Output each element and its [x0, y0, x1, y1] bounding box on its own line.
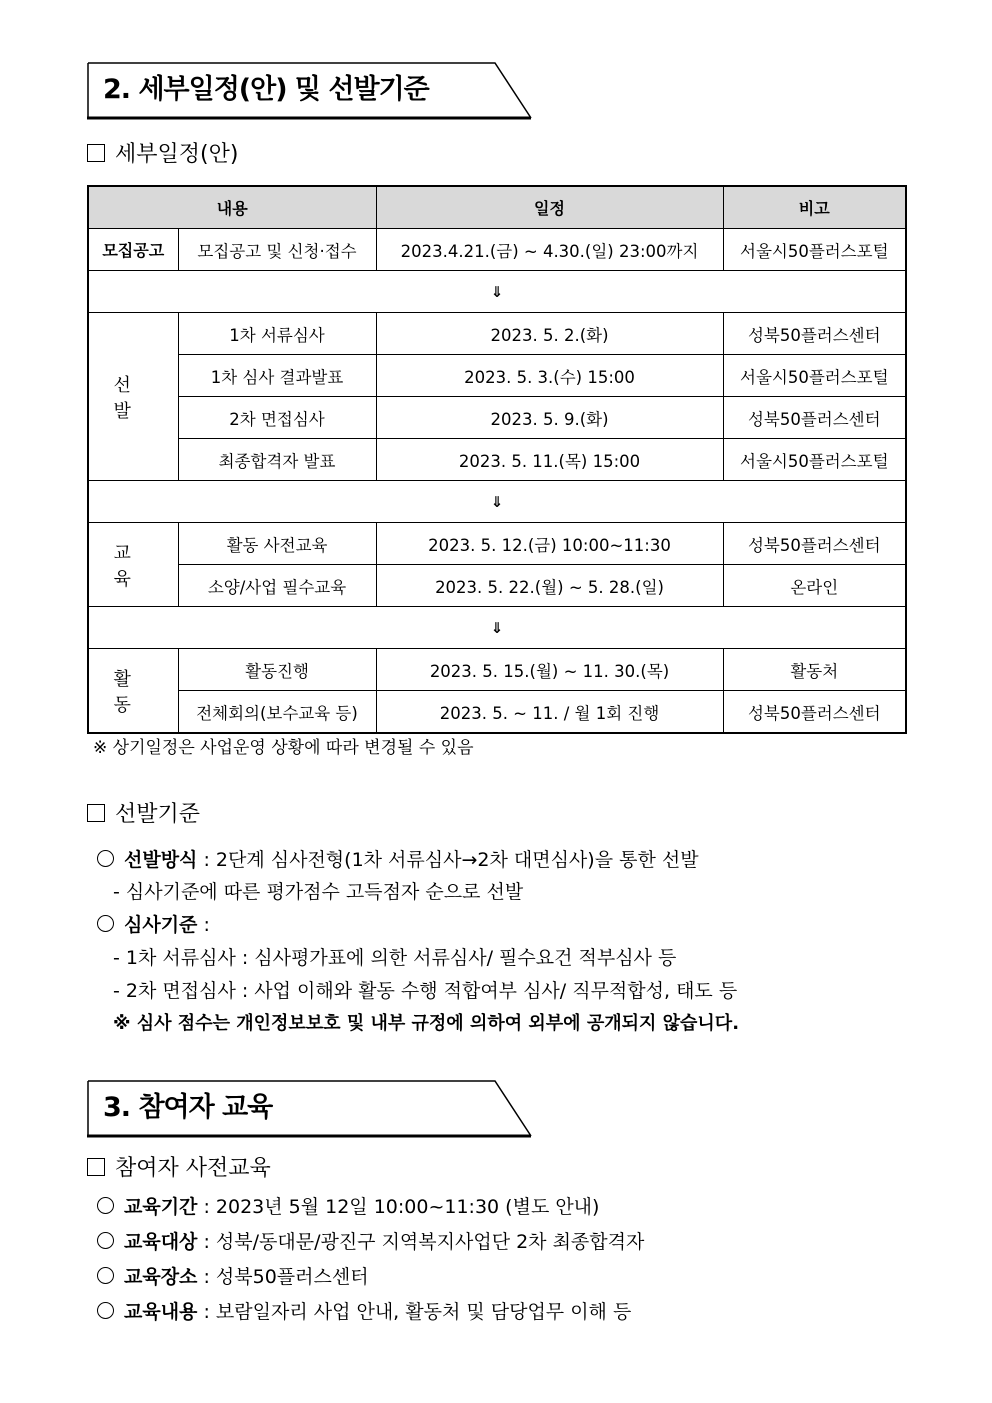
row-note: 서울시50플러스포털: [723, 439, 906, 481]
row-note: 성북50플러스센터: [723, 691, 906, 734]
checkbox-square-icon: [87, 144, 105, 162]
row-date: 2023. 5. ~ 11. / 월 1회 진행: [376, 691, 723, 734]
row-item: 최종합격자 발표: [178, 439, 376, 481]
row-item: 2차 면접심사: [178, 397, 376, 439]
schedule-table: [87, 185, 907, 734]
table-row: [88, 691, 906, 734]
schedule-heading-text: 세부일정(안): [115, 142, 239, 167]
method-label: 선발방식: [124, 849, 198, 871]
circle-bullet-icon: [97, 850, 114, 867]
row-date: 2023. 5. 12.(금) 10:00~11:30: [376, 523, 723, 565]
section-3-title-box: [87, 1080, 532, 1136]
row-note: 서울시50플러스포털: [723, 355, 906, 397]
training-item-text: : 2023년 5월 12일 10:00~11:30 (별도 안내): [197, 1196, 600, 1218]
training-item-label: 교육대상: [124, 1231, 198, 1253]
table-row: [88, 565, 906, 607]
row-item: 활동 사전교육: [178, 523, 376, 565]
method-sub: - 심사기준에 따른 평가점수 고득점자 순으로 선발: [113, 881, 524, 903]
criteria-notice: ※ 심사 점수는 개인정보보호 및 내부 규정에 의하여 외부에 공개되지 않습니다.: [113, 1013, 740, 1034]
row-date: 2023.4.21.(금) ~ 4.30.(일) 23:00까지: [376, 229, 723, 271]
circle-bullet-icon: [97, 915, 114, 932]
section-2-title-box: [87, 62, 532, 118]
row-date: 2023. 5. 3.(수) 15:00: [376, 355, 723, 397]
method-text: : 2단계 심사전형(1차 서류심사→2차 대면심사)을 통한 선발: [197, 849, 699, 871]
table-header-row: [88, 186, 906, 229]
row-item: 1차 서류심사: [178, 313, 376, 355]
circle-bullet-icon: [97, 1232, 114, 1249]
row-note: 활동처: [723, 649, 906, 691]
row-item: 1차 심사 결과발표: [178, 355, 376, 397]
row-item: 모집공고 및 신청·접수: [178, 229, 376, 271]
row-date: 2023. 5. 15.(월) ~ 11. 30.(목): [376, 649, 723, 691]
category-recruit: 모집공고: [88, 229, 178, 271]
row-date: 2023. 5. 9.(화): [376, 397, 723, 439]
table-row: [88, 229, 906, 271]
row-note: 성북50플러스센터: [723, 313, 906, 355]
circle-bullet-icon: [97, 1267, 114, 1284]
circle-bullet-icon: [97, 1302, 114, 1319]
row-note: 성북50플러스센터: [723, 397, 906, 439]
category-education: 교 육: [88, 523, 178, 607]
row-date: 2023. 5. 11.(목) 15:00: [376, 439, 723, 481]
row-note: 서울시50플러스포털: [723, 229, 906, 271]
review-sub-1: - 1차 서류심사 : 심사평가표에 의한 서류심사/ 필수요건 적부심사 등: [113, 947, 677, 969]
schedule-heading: [87, 137, 238, 168]
review-line: [97, 910, 210, 937]
training-item: [97, 1192, 599, 1219]
row-date: 2023. 5. 2.(화): [376, 313, 723, 355]
training-item: [97, 1262, 369, 1289]
training-item-text: : 성북50플러스센터: [197, 1266, 369, 1288]
section-2-title: 2. 세부일정(안) 및 선발기준: [103, 74, 429, 105]
training-item-label: 교육기간: [124, 1196, 198, 1218]
category-activity: 활 동: [88, 649, 178, 734]
row-date: 2023. 5. 22.(월) ~ 5. 28.(일): [376, 565, 723, 607]
schedule-footnote: ※ 상기일정은 사업운영 상황에 따라 변경될 수 있음: [93, 738, 474, 758]
table-row: [88, 397, 906, 439]
table-row: [88, 649, 906, 691]
row-note: 온라인: [723, 565, 906, 607]
category-selection: 선 발: [88, 313, 178, 481]
training-item-text: : 성북/동대문/광진구 지역복지사업단 2차 최종합격자: [197, 1231, 645, 1253]
training-item: [97, 1297, 631, 1324]
criteria-heading-text: 선발기준: [115, 802, 201, 827]
training-heading: [87, 1151, 271, 1182]
arrow-down-icon: ⇓: [88, 481, 906, 523]
header-content: 내용: [88, 186, 376, 229]
review-label: 심사기준: [124, 914, 198, 936]
row-note: 성북50플러스센터: [723, 523, 906, 565]
training-item-text: : 보람일자리 사업 안내, 활동처 및 담당업무 이해 등: [197, 1301, 632, 1323]
review-text: :: [197, 914, 210, 936]
arrow-down-icon: ⇓: [88, 607, 906, 649]
row-item: 소양/사업 필수교육: [178, 565, 376, 607]
method-line: [97, 845, 699, 872]
table-row: [88, 355, 906, 397]
row-item: 전체회의(보수교육 등): [178, 691, 376, 734]
criteria-heading: [87, 797, 200, 828]
checkbox-square-icon: [87, 1158, 105, 1176]
table-row: [88, 523, 906, 565]
checkbox-square-icon: [87, 804, 105, 822]
header-date: 일정: [376, 186, 723, 229]
header-note: 비고: [723, 186, 906, 229]
arrow-down-icon: ⇓: [88, 271, 906, 313]
training-item: [97, 1227, 644, 1254]
row-item: 활동진행: [178, 649, 376, 691]
training-item-label: 교육장소: [124, 1266, 198, 1288]
training-heading-text: 참여자 사전교육: [115, 1156, 271, 1181]
section-3-title: 3. 참여자 교육: [103, 1092, 273, 1123]
review-sub-2: - 2차 면접심사 : 사업 이해와 활동 수행 적합여부 심사/ 직무적합성, 태도 등: [113, 980, 738, 1002]
table-row: [88, 439, 906, 481]
circle-bullet-icon: [97, 1197, 114, 1214]
table-row: [88, 313, 906, 355]
training-item-label: 교육내용: [124, 1301, 198, 1323]
